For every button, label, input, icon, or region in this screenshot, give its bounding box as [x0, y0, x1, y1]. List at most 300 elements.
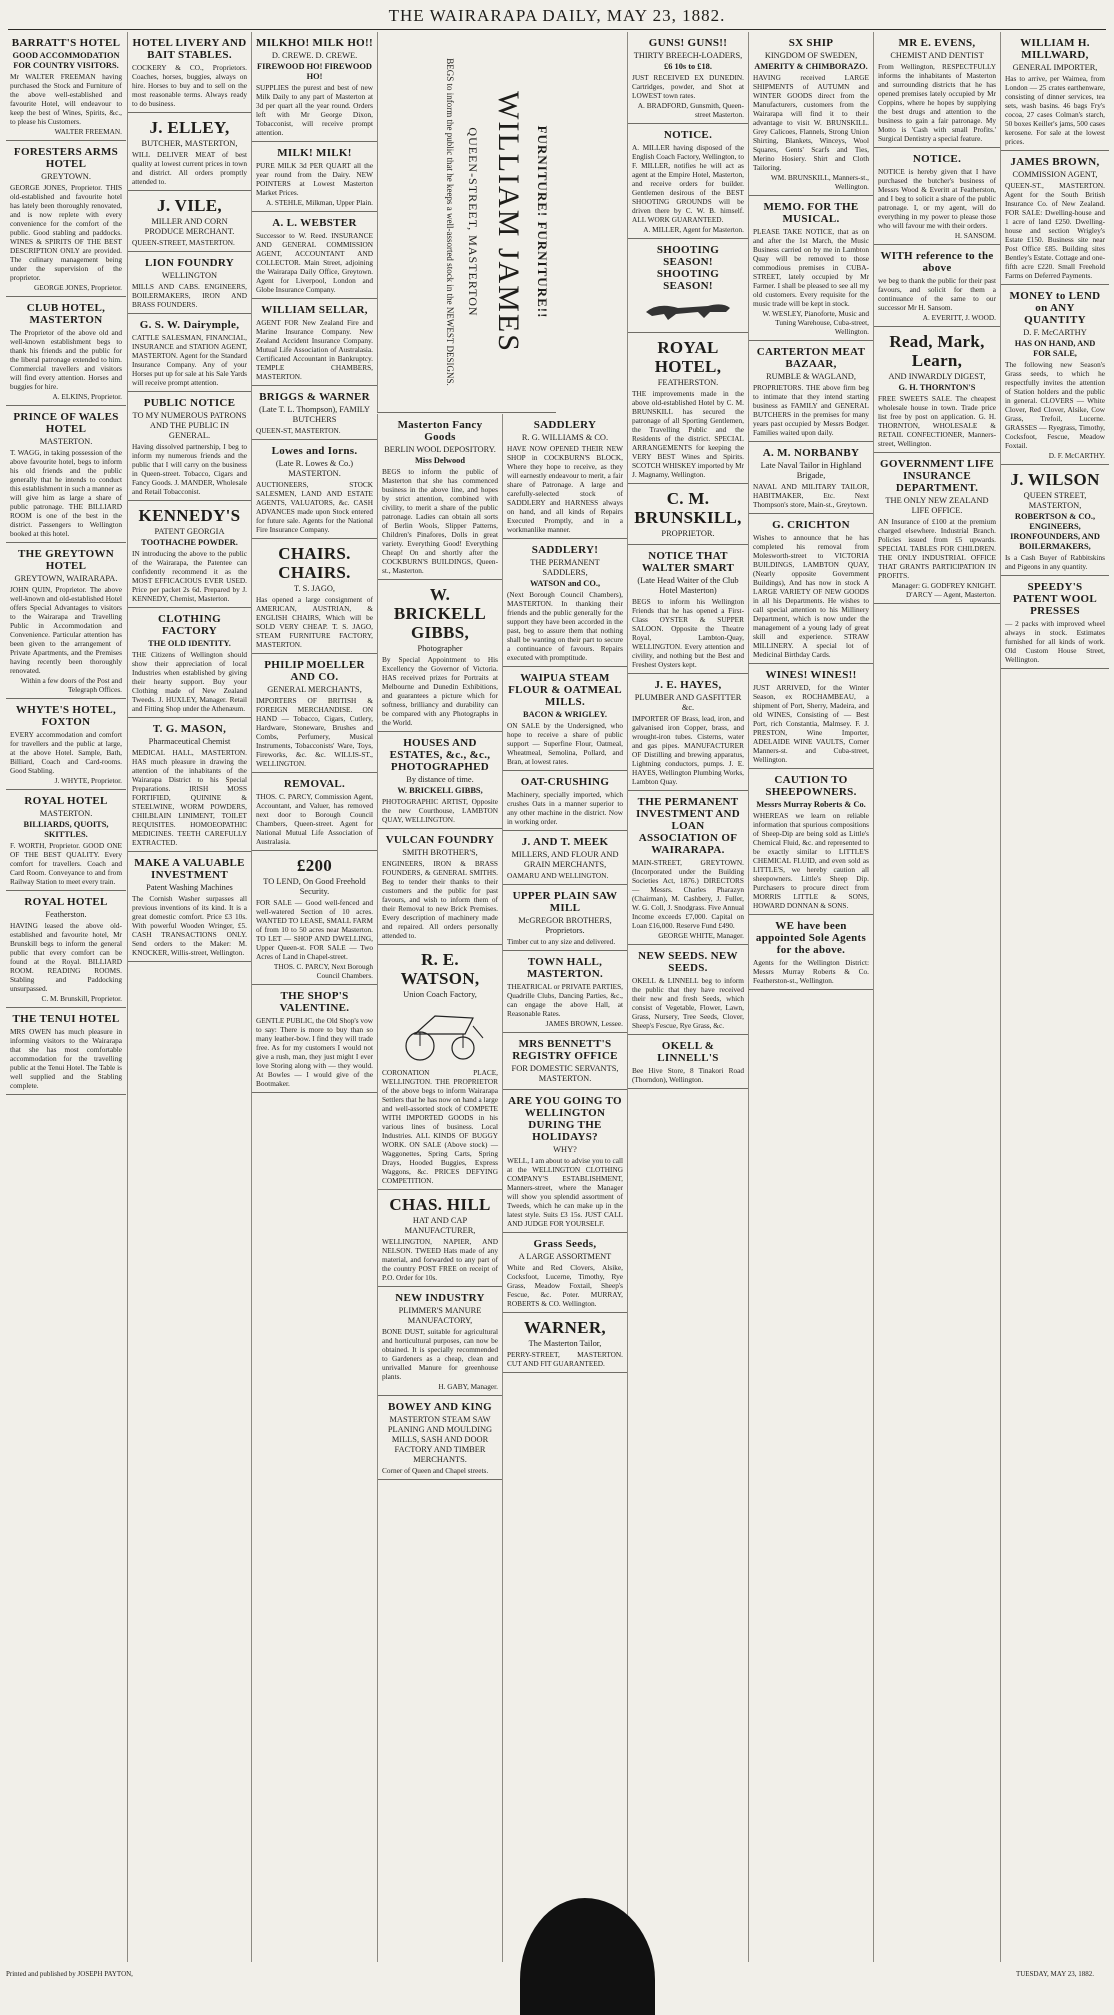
advert-col1-7 [6, 891, 126, 1008]
column-7 [748, 32, 873, 1962]
advert-subheading: (Late T. L. Thompson), FAMILY BUTCHERS [259, 405, 370, 424]
advert-col5-5 [503, 885, 627, 951]
column-8 [873, 32, 1000, 1962]
advert-heading: PRINCE OF WALES HOTEL [13, 411, 119, 435]
advert-col8-9 [1001, 576, 1109, 669]
advert-col3-8 [252, 773, 377, 851]
advert-body: Wishes to announce that he has completed his removal from Molesworth-street to VICTORIA BUILDINGS, LAMBTON QUAY, (Nearly opposite Government Buildings), And has now in stock A LARGE VARIETY OF NEW GOODS in all his Departments. He wishes to call special attention to his Millinery Department, which is now under the management of a young lady of great skill and experience. STRAW MILLINERY. A special lot of Medicinal Birthday Cards. [753, 533, 869, 659]
footer-left: Printed and published by JOSEPH PAYTON, [6, 1970, 133, 1978]
advert-heading: W. BRICKELL GIBBS, [393, 585, 487, 642]
advert-col4-7 [378, 1396, 502, 1480]
rotated-line-2: WILLIAM JAMES [492, 91, 525, 353]
advert-body: QUEEN-ST., MASTERTON. Agent for the South British Insurance Co. of New Zealand. FOR SALE: Dwelling-house and 1 acre of land £250. Dwelling-house and section Wrigley's Estate £150. Business site near Post Office £85. Building sites Bentley's Estate. Cottage and one-fifth acre £220. Small Freehold Farms on Deferred Payments. [1005, 181, 1105, 280]
advert-subheading: QUEEN STREET, MASTERTON, [1023, 491, 1087, 510]
advert-body: The Proprietor of the above old and well-known establishment begs to thank his friends and the public for the liberal patronage extended to him. Commercial travellers and visitors will find every attention. Horses and buggies for hire. [10, 328, 122, 391]
advert-col1-8 [6, 1008, 126, 1095]
advert-col5-2 [503, 667, 627, 771]
advert-subheading: D. CREWE. D. CREWE. [271, 51, 358, 60]
advert-col4-4 [378, 945, 502, 1190]
advert-subheading: The Masterton Tailor, [528, 1339, 602, 1348]
advert-subheading: CHEMIST AND DENTIST [890, 51, 984, 60]
advert-body: HAVING received LARGE SHIPMENTS of AUTUMN and WINTER GOODS direct from the Manufacturers, customers from the Wairarapa will find it to their advantage to visit W. BRUNSKILL. Grey Calicoes, Flannels, Strong Union Shirting, Blankets, Winceys, Wool Squares, Gents' Scarfs and Ties, Merino Hosiery. Shirt and Cloth Tailoring. [753, 73, 869, 172]
rotated-line-3: QUEEN-STREET, MASTERTON [466, 127, 480, 317]
advert-subheading: PATENT GEORGIA [154, 527, 225, 536]
advert-subheading: MASTERTON. [39, 809, 93, 818]
advert-heading: A. M. NORBANBY [762, 447, 860, 459]
advert-col3-9 [252, 851, 377, 985]
advert-subheading: PROPRIETOR. [661, 529, 715, 538]
advert-col4-1 [378, 580, 502, 732]
advert-body: Is a Cash Buyer of Rabbitskins and Pigeons in any quantity. [1005, 553, 1105, 571]
advert-col3-1 [252, 142, 377, 212]
advert-col5-3 [503, 771, 627, 831]
advert-body: EVERY accommodation and comfort for travellers and the public at large, at the above Hotel. Sample, Bath, Billiard, Coach and Card-rooms. Good Stabling. [10, 730, 122, 775]
advert-body: OAMARU AND WELLINGTON. [507, 871, 609, 880]
advert-subheading: GENERAL MERCHANTS, [267, 685, 362, 694]
advert-col1-6 [6, 790, 126, 891]
advert-body: WELL, I am about to advise you to call at the WELLINGTON CLOTHING COMPANY'S ESTABLISHMENT, Manners-street, where the Manager will show you splendid assortment of Tweeds, which he can make up in the latest style. Suits £3 15s. JUST CALL AND JUDGE FOR YOURSELF. [507, 1156, 623, 1228]
advert-body: MEDICAL HALL, MASTERTON. HAS much pleasure in drawing the attention of the inhabitants of the Wairarapa District to his Special Preparations. IRISH MOSS FORTIFIED, QUININE & STEELWINE, WORM POWDERS, CHILBLAIN LINIMENT, TOILET REQUISITES. HOMOEOPATHIC MEDICINES. TEETH CAREFULLY EXTRACTED. [132, 748, 247, 847]
advert-body: Having dissolved partnership, I beg to inform my numerous friends and the public that I will carry on the business in Queen-street. Tobacco, Cigars and Fancy Goods. J. MANDER, Wholesale and Retail Tobacconist. [132, 442, 247, 496]
advert-signature: GEORGE JONES, Proprietor. [34, 283, 122, 292]
advert-signature: THOS. C. PARCY, Next Borough Council Chambers. [273, 962, 373, 980]
advert-col5-0 [503, 414, 627, 539]
advert-heading: VULCAN FOUNDRY [385, 834, 495, 846]
column-1 [6, 32, 126, 1962]
advert-body: OKELL & LINNELL beg to inform the public that they have received their new and fresh Seeds, which consist of Vegetable, Flower, Lawn, Grass, Nursery, Tree Seeds, Clover, Sheep's Fescue, Rye Grass, &c. [632, 976, 744, 1030]
advert-heading: WINES! WINES!! [765, 669, 857, 681]
advert-body: WELLINGTON, NAPIER, AND NELSON. TWEED Hats made of any material, and forwarded to any part of the country POST FREE on receipt of P.O. Order for 10s. [382, 1237, 498, 1282]
rotated-line-4: BEGS to inform the public that he keeps a well-assorted stock in the NEWEST DESIGNS. [445, 58, 455, 386]
advert-heading: THE SHOP'S VALENTINE. [279, 990, 350, 1014]
column-2 [127, 32, 251, 1962]
advert-heading: CLUB HOTEL, MASTERTON [26, 302, 106, 326]
advert-heading: LION FOUNDRY [144, 257, 235, 269]
advert-subheading: THIRTY BREECH-LOADERS, [633, 51, 743, 60]
advert-signature: H. SANSOM. [954, 231, 996, 240]
advert-col8-0 [874, 32, 1000, 148]
advert-heading: SADDLERY [533, 419, 597, 431]
advert-body: AGENT FOR New Zealand Fire and Marine Insurance Company. New Zealand Accident Insurance Company. Mutual Life Association of Australasia. Certificated Accountant in Bankruptcy. TEMPLE CHAMBERS, MASTERTON. [256, 318, 373, 381]
advert-body: THEATRICAL or PRIVATE PARTIES, Quadrille Clubs, Dancing Parties, &c., can engage the above Hall, at Reasonable Rates. [507, 982, 623, 1018]
advert-body: White and Red Clovers, Alsike, Cocksfoot, Lucerne, Timothy, Rye Grass, Meadow Foxtail, Sheep's Fescue, &c. Poter. MURRAY, ROBERTS & CO. Wellington. [507, 1263, 623, 1308]
advert-subheading: TO LEND, On Good Freehold Security. [263, 877, 366, 896]
advert-subheading: T. S. JAGO, [293, 584, 336, 593]
advert-body: PLEASE TAKE NOTICE, that as on and after the 1st March, the Music Business carried on by me in Lambton Quay will be removed to those commodious premises in CUBA-STREET, lately occupied by Mr Farmer. I shall be pleased to see all my old customers. Every requisite for the music trade will be kept in stock. [753, 227, 869, 308]
advert-heading: CAUTION TO SHEEPOWNERS. [765, 774, 857, 798]
advert-col3-10 [252, 985, 377, 1093]
advert-emphasis: Miss Delwood [414, 456, 466, 465]
advert-body: BEGS to inform his Wellington Friends that he has opened a First-Class OYSTER & SUPPER SALOON. Opposite the Theatre Royal, Lambton-Quay, WELLINGTON. Every attention and civility, and nothing but the Best and Freshest Oysters kept. [632, 597, 744, 669]
advert-col8-8 [1001, 465, 1109, 576]
advert-body: Mr WALTER FREEMAN having purchased the Stock and Furniture of the above well-established and favourite Hotel, will endeavour to keep the best of Wines, Spirits, &c., to please his Customers. [10, 72, 122, 126]
advert-col4-6 [378, 1287, 502, 1396]
advert-body: The Cornish Washer surpasses all previous inventions of its kind. It is a great domestic comfort. Price £3 10s. With powerful Wooden Wringer, £5. CASH TRANSACTIONS ONLY. Send orders to the Maker: M. KNOCKER, Willis-street, Wellington. [132, 894, 247, 957]
advert-heading: GUNS! GUNS!! [648, 37, 728, 49]
advert-subheading: By distance of time. [406, 775, 474, 784]
advert-col5-6 [503, 951, 627, 1033]
advert-col7-0 [749, 32, 873, 196]
advert-subheading: PLIMMER'S MANURE MANUFACTORY, [398, 1306, 482, 1325]
advert-body: SUPPLIES the purest and best of new Milk Daily to any part of Masterton at 3d per quart all the year round. Orders left with Mr George Dixon, Tobacconist, will receive prompt attention. [256, 83, 373, 137]
advert-heading: CHAS. HILL [389, 1195, 491, 1214]
advert-heading: ROYAL HOTEL [24, 896, 108, 908]
advert-signature: D. F. McCARTHY. [1048, 451, 1105, 460]
advert-signature: GEORGE WHITE, Manager. [658, 931, 744, 940]
advert-col2-0 [128, 32, 251, 113]
advert-heading: CARTERTON MEAT BAZAAR, [756, 346, 866, 370]
masthead [0, 4, 1114, 30]
advert-heading: WILLIAM SELLAR, [261, 304, 368, 316]
advert-subheading: Late Naval Tailor in Highland Brigade, [760, 461, 862, 480]
advert-signature: A. STEHLE, Milkman, Upper Plain. [265, 198, 373, 207]
advert-body: NOTICE is hereby given that I have purchased the butcher's business of Messrs Wood & Everitt at Featherston, and I beg to solicit a share of the public patronage. I, or my agent, will do everything in my power to please those who will favour me with their orders. [878, 167, 996, 230]
column-9 [1000, 32, 1109, 1962]
advert-col7-1 [749, 196, 873, 341]
advert-body: AUCTIONEERS, STOCK SALESMEN, LAND AND ESTATE AGENTS, VALUATORS, &c. CASH ADVANCES made upon Stock entered for future sale. Agents for the National Fire Insurance Company. [256, 480, 373, 534]
advert-body: FOR SALE — Good well-fenced and well-watered Section of 10 acres. WANTED TO LEASE, SMALL FARM of from 10 to 50 acres near Masterton. TO LET — SHOP AND DWELLING, Upper Queen-st. FOR SALE — Two Acres of Land in Chapel-street. [256, 898, 373, 961]
advert-heading: WILLIAM H. MILLWARD, [1020, 37, 1090, 61]
advert-signature: W. WESLEY, Pianoforte, Music and Tuning Warehouse, Cuba-street, Wellington. [762, 309, 869, 336]
advert-emphasis: TOOTHACHE POWDER. [141, 538, 238, 547]
advert-signature: WALTER FREEMAN. [54, 127, 122, 136]
advert-subheading: MASTERTON. [39, 437, 93, 446]
advert-heading: Lowes and Iorns. [271, 445, 358, 457]
advert-subheading: THE ONLY NEW ZEALAND LIFE OFFICE. [885, 496, 989, 515]
advert-col8-6 [1001, 151, 1109, 285]
advert-emphasis: HAS ON HAND, AND FOR SALE, [1014, 339, 1096, 358]
advert-body: ENGINEERS, IRON & BRASS FOUNDERS, & GENERAL SMITHS. Beg to tender their thanks to their customers and the public for past favours, and wish to inform them of their Removal to new Brick Premises. Every description of machinery made and repaired. All orders personally attended to. [382, 859, 498, 940]
advert-subheading: Patent Washing Machines [146, 883, 233, 892]
advert-subheading: THE PERMANENT SADDLERS, [530, 558, 600, 577]
advert-subheading: GENERAL IMPORTER, [1012, 63, 1098, 72]
advert-heading: SX SHIP [788, 37, 834, 49]
advert-emphasis: W. BRICKELL GIBBS, [397, 786, 483, 795]
advert-col6-6 [628, 674, 748, 791]
advert-col7-2 [749, 341, 873, 442]
advert-col6-3 [628, 333, 748, 484]
column-6 [627, 32, 748, 1962]
advert-heading: OAT-CRUSHING [520, 776, 610, 788]
advert-heading: J. WILSON [1010, 470, 1100, 489]
advert-body: IN introducing the above to the public of the Wairarapa, the Patentee can confidently recommend it as the MOST EFFICACIOUS EVER USED. Price per packet 2s 6d. Prepared by J. KENNEDY, Chemist, Masterton. [132, 549, 247, 603]
advert-body: BONE DUST, suitable for agricultural and horticultural purposes, can now be obtained. It is specially recommended to Gardeners as a cheap, clean and unrivalled Manure for greenhouse plants. [382, 1327, 498, 1381]
advert-col2-4 [128, 314, 251, 392]
advert-body: Agents for the Wellington District: Messrs Murray Roberts & Co. Featherston-st., Wellington. [753, 958, 869, 985]
advert-col5-4 [503, 831, 627, 885]
advert-col2-2 [128, 191, 251, 252]
advert-subheading: D. F. McCARTHY [1023, 328, 1087, 337]
advert-col5-9 [503, 1233, 627, 1313]
advert-body: Corner of Queen and Chapel streets. [382, 1466, 489, 1475]
advert-subheading: KINGDOM OF SWEDEN, [764, 51, 858, 60]
advert-heading: NOTICE. [912, 153, 962, 165]
advert-col6-5 [628, 545, 748, 674]
advert-col1-1 [6, 141, 126, 297]
advert-body: WHEREAS we learn on reliable information that spurious compositions of Sheep-Dip are being sold as Little's Chemical Fluid, &c. and represented to be exactly similar to LITTLE'S CHEMICAL FLUID, and even sold as LITTLE'S, we hereby caution all sheepowners. Little's Sheep Dip. Purchasers to procure direct from MORRIS LITTLE & SONS, HOWARD DONNAN & SONS. [753, 811, 869, 910]
advert-subheading: (Late Head Waiter of the Club Hotel Masterton) [637, 576, 739, 595]
column-5 [502, 414, 627, 1962]
advert-emphasis: BILLIARDS, QUOITS, SKITTLES. [23, 820, 109, 839]
advert-col5-1 [503, 539, 627, 667]
advert-heading: J. VILE, [157, 196, 222, 215]
advert-col3-7 [252, 654, 377, 773]
advert-col1-0 [6, 32, 126, 141]
advert-subheading: FOR DOMESTIC SERVANTS, MASTERTON. [511, 1064, 619, 1083]
advert-body: IMPORTER OF Brass, lead, iron, and galvanised iron Copper, brass, and wrought-iron tubes. Cisterns, water and gas pipes. MANUFACTURER OF Distilling and brewing apparatus, Lightning conductors, pumps. J. E. HAYES, Wellington Plumbing Works, Lambton Quay. [632, 714, 745, 786]
advert-heading: THE GREYTOWN HOTEL [18, 548, 114, 572]
advert-body: MAIN-STREET, GREYTOWN. (Incorporated under the Building Societies Act, 1876.) DIRECTORS — Messrs. Charles Pharazyn (Chairman), M. Cashbery, J. Fuller, W. G. Coll, J. Snodgrass. Five Annual Income exceeds £7,000. Capital on Loan £16,000. Reserve Fund £490. [632, 858, 744, 930]
advert-heading: TOWN HALL, MASTERTON. [526, 956, 604, 980]
advert-col5-10 [503, 1313, 627, 1373]
advert-col2-5 [128, 392, 251, 501]
advert-body: PHOTOGRAPHIC ARTIST, Opposite the new Courthouse, LAMBTON QUAY, WELLINGTON. [382, 797, 498, 824]
advert-heading: BOWEY AND KING [387, 1401, 493, 1413]
advert-subheading: BUTCHER, MASTERTON, [141, 139, 238, 148]
advert-subheading: FEATHERSTON. [657, 378, 719, 387]
advert-col8-4 [874, 453, 1000, 604]
advert-body: we beg to thank the public for their past favours, and solicit for them a continuance of the same to our successor Mr H. Sansom. [878, 276, 996, 312]
advert-emphasis: BACON & WRIGLEY. [523, 710, 607, 719]
advert-body: T. WAGG, in taking possession of the above favourite hotel, begs to inform his old friends and the public generally that he intends to conduct this establishment in such a manner as will give him as large a share of public patronage. THE BILLIARD ROOM is one of the best in the district. Passengers to Wellington booked at this hotel. [10, 448, 122, 538]
advert-heading: HOTEL LIVERY AND BAIT STABLES. [132, 37, 247, 61]
advert-body: CORONATION PLACE, WELLINGTON. THE PROPRIETOR of the above begs to inform Wairarapa Settlers that he has now on hand a large and well-assorted stock of COMPETE WITH IMPORTED GOODS in his various lines of business. Local Industries. ALL KINDS OF BUGGY WORK. ON SALE (Above stock) — Waggonettes, Spring Carts, Spring Drays, Hooded Buggies, Express Waggons, &c. PRICES DEFYING COMPETITION. [382, 1068, 498, 1185]
advert-signature: WM. BRUNSKILL, Manners-st., Wellington. [770, 173, 869, 191]
advert-heading: REMOVAL. [283, 778, 346, 790]
advert-emphasis: AMERITY & CHIMBORAZO. [754, 62, 868, 71]
advert-subheading: Photographer [417, 644, 463, 653]
hound-engraving [638, 296, 738, 324]
advert-subheading: GREYTOWN. [41, 172, 91, 181]
advert-col5-8 [503, 1090, 627, 1233]
advert-subheading: GREYTOWN, WAIRARAPA. [14, 574, 118, 583]
advert-heading: THE PERMANENT INVESTMENT AND LOAN ASSOCIATION OF WAIRARAPA. [636, 796, 740, 856]
advert-signature: A. BRADFORD, Gunsmith, Queen-street Masterton. [637, 101, 744, 119]
advert-col6-8 [628, 945, 748, 1035]
advert-col7-3 [749, 442, 873, 514]
advert-heading: KENNEDY'S [138, 506, 241, 525]
advert-subheading: MILLERS, AND FLOUR AND GRAIN MERCHANTS, [511, 850, 619, 869]
advert-heading: J. ELLEY, [149, 118, 230, 137]
advert-heading: BARRATT'S HOTEL [11, 37, 121, 49]
rotated-furniture-advert [377, 32, 556, 413]
advert-col5-7 [503, 1033, 627, 1090]
advert-col3-0 [252, 32, 377, 142]
advert-heading: R. E. WATSON, [400, 950, 480, 988]
rotated-line-1: FURNITURE! FURNITURE!! [535, 125, 550, 319]
advert-body: HAVE NOW OPENED THEIR NEW SHOP in COCKBURN'S BLOCK, Where they hope to receive, as they will earnestly endeavour to merit, a fair share of Patronage. A large and carefully-selected stock of SADDLERY and HARNESS always on hand, and all kinds of Repairs Executed Promptly, and in a workmanlike manner. [507, 444, 623, 534]
advert-body: — 2 packs with improved wheel always in stock. Estimates furnished for all kinds of work. Old Custom House Street, Wellington. [1005, 619, 1105, 664]
advert-heading: BRIGGS & WARNER [259, 391, 370, 403]
advert-heading: MR E. EVENS, [898, 37, 976, 49]
advert-heading: WITH reference to the above [880, 250, 994, 274]
advert-emphasis: FIREWOOD HO! FIREWOOD HO! [257, 62, 372, 81]
advert-subheading: TO MY NUMEROUS PATRONS AND THE PUBLIC IN GENERAL. [132, 411, 247, 440]
advert-body: QUEEN-ST, MASTERTON. [256, 426, 341, 435]
advert-heading: NOTICE. [663, 129, 713, 141]
advert-emphasis: G. H. THORNTON'S [898, 383, 976, 392]
advert-col3-2 [252, 212, 377, 299]
advert-col8-2 [874, 245, 1000, 327]
advert-col4-3 [378, 829, 502, 945]
advert-heading: PUBLIC NOTICE [143, 397, 236, 409]
advert-body: GEORGE JONES, Proprietor. THIS old-established and favourite hotel has lately been thoroughly renovated, and is now replete with every convenience for the comfort of the public. Good stabling and paddocks. WINES & SPIRITS OF THE BEST DESCRIPTION ONLY are provided. The culinary management being under the supervision of the proprietor. [10, 183, 122, 282]
advert-body: From Wellington, RESPECTFULLY informs the inhabitants of Masterton and surrounding districts that he has opened premises lately occupied by Mr Coppins, where he hopes by supplying the best drugs and attention to the business to gain a fair patronage. My Motto is 'Cash with small Profits.' Surgical Dentistry a special feature. [878, 62, 996, 143]
advert-emphasis: WATSON and CO., [529, 579, 601, 588]
advert-subheading: Pharmaceutical Chemist [148, 737, 231, 746]
advert-body: GENTLE PUBLIC, the Old Shop's vow to say: There is more to buy than so many leather-bow. I find they will trade free. As for my customers I would not give a rush, man, they just might I ever love Storing along with — they would. At Bowles — I would give of the Bootmaker. [256, 1016, 373, 1088]
advert-col1-3 [6, 406, 126, 543]
advert-col2-3 [128, 252, 251, 314]
advert-body: The following new Season's Grass seeds, to which he respectfully invites the attention of Station holders and the public in general. CLOVERS — White Clover, Red Clover, Alsike, Cow Grass, Trefoil, Lucerne. GRASSES — Ryegrass, Timothy, Cocksfoot, Fescue, Meadow Foxtail. [1005, 360, 1105, 450]
advert-col3-6 [252, 539, 377, 654]
advert-heading: J. E. HAYES, [654, 679, 722, 691]
advert-heading: WARNER, [524, 1318, 606, 1337]
advert-subheading: MASTERTON STEAM SAW PLANING AND MOULDING MILLS, SASH AND DOOR FACTORY AND TIMBER MERCHANTS. [387, 1415, 493, 1464]
advert-subheading: McGREGOR BROTHERS, Proprietors. [518, 916, 612, 935]
advert-body: PURE MILK 3d PER QUART all the year round from the Dairy. NEW POINTERS at Lowest Masterton Market Prices. [256, 161, 373, 197]
advert-heading: SPEEDY'S PATENT WOOL PRESSES [1012, 581, 1098, 617]
advert-body: QUEEN-STREET, MASTERTON. [132, 238, 235, 247]
advert-emphasis: THE OLD IDENTITY. [148, 639, 231, 648]
advert-body: AN Insurance of £100 at the premium charged elsewhere. Industrial Branch. Policies issued from £5 upwards. SPECIAL TABLES FOR CHILDREN. THE ONLY INDUSTRIAL OFFICE THAT GRANTS PARTICIPATION IN PROFITS. [878, 517, 996, 580]
coach-engraving [395, 1004, 485, 1064]
advert-col2-9 [128, 852, 251, 962]
advert-signature: J. WHYTE, Proprietor. [54, 776, 122, 785]
advert-heading: JAMES BROWN, [1010, 156, 1100, 168]
advert-col6-9 [628, 1035, 748, 1089]
advert-heading: MAKE A VALUABLE INVESTMENT [134, 857, 245, 881]
advert-col2-7 [128, 608, 251, 718]
advert-heading: NEW SEEDS. NEW SEEDS. [638, 950, 738, 974]
advert-signature: JAMES BROWN, Lessee. [545, 1019, 623, 1028]
advert-heading: ARE YOU GOING TO WELLINGTON DURING THE HOLIDAYS? [508, 1095, 622, 1143]
advert-signature: A. EVERITT, J. WOOD. [922, 313, 996, 322]
advert-body: Timber cut to any size and delivered. [507, 937, 616, 946]
advert-body: By Special Appointment to His Excellency the Governor of Victoria. HAS received prizes for Portraits at Melbourne and Dunedin Exhibitions, and guarantees a picture which for softness, brilliancy and durability can be compared with any Photographs in the World. [382, 655, 498, 727]
advert-heading: MEMO. FOR THE MUSICAL. [763, 201, 859, 225]
advert-col8-3 [874, 327, 1000, 453]
advert-body: WILL DELIVER MEAT of best quality at lowest current prices in town and district. All orders promptly attended to. [132, 150, 247, 186]
advert-body: Has opened a large consignment of AMERICAN, AUSTRIAN, & ENGLISH CHAIRS, Which will be SOLD VERY CHEAP. T. S. JAGO, STEAM FURNITURE FACTORY, MASTERTON. [256, 595, 373, 649]
advert-body: MRS OWEN has much pleasure in informing visitors to the Wairarapa that she has most comfortable accommodation for the travelling public at the Tenui Hotel. The Table is well supplied and the Stabling complete. [10, 1027, 122, 1090]
advert-body: JUST RECEIVED EX DUNEDIN. Cartridges, powder, and Shot at LOWEST town rates. [632, 73, 744, 100]
footer-right: TUESDAY, MAY 23, 1882. [1015, 1970, 1094, 1978]
advert-heading: MILKHO! MILK HO!! [256, 37, 373, 49]
advert-col8-5 [1001, 32, 1109, 151]
advert-body: (Next Borough Council Chambers), MASTERTON. In thanking their friends and the public generally for the support they have been accorded in the past, beg to assure them that nothing shall be wanting on their part to secure a continuance of favours. Repairs executed with promptitude. [507, 590, 623, 662]
advert-emphasis: Messrs Murray Roberts & Co. [756, 800, 866, 809]
advert-heading: PHILIP MOELLER AND CO. [264, 659, 365, 683]
advert-body: THOS. C. PARCY, Commission Agent, Accountant, and Valuer, has removed next door to Borough Council Chambers, Queen-street. Agent for National Mutual Life Association of Australasia. [256, 792, 373, 846]
advert-signature: C. M. Brunskill, Proprietor. [41, 994, 122, 1003]
advert-subheading: HAT AND CAP MANUFACTURER, [404, 1216, 476, 1235]
advert-emphasis: GOOD ACCOMMODATION FOR COUNTRY VISITORS. [12, 51, 120, 70]
advert-body: Bee Hive Store, 8 Tinakori Road (Thorndon), Wellington. [632, 1066, 744, 1084]
advert-col3-4 [252, 386, 377, 440]
advert-body: Machinery, specially imported, which crushes Oats in a manner superior to any other machine in the district. Now in working order. [507, 790, 623, 826]
advert-col6-1 [628, 124, 748, 239]
advert-heading: CLOTHING FACTORY [158, 613, 221, 637]
advert-subheading: WHY? [553, 1145, 577, 1154]
advert-col3-3 [252, 299, 377, 386]
advert-col7-7 [749, 915, 873, 990]
advert-body: ON SALE by the Undersigned, who hope to receive a share of public support — Superfine Flour, Oatmeal, Wheatmeal, Semolina, Pollard, and Bran, at lowest rates. [507, 721, 623, 766]
advert-subheading: MILLER AND CORN PRODUCE MERCHANT. [144, 217, 235, 236]
advert-heading: G. CRICHTON [772, 519, 850, 531]
advert-col7-4 [749, 514, 873, 664]
advert-col6-7 [628, 791, 748, 945]
advert-heading: MONEY to LEND on ANY QUANTITY [1009, 290, 1101, 326]
advert-heading: WHYTE'S HOTEL, FOXTON [15, 704, 117, 728]
advert-subheading: SMITH BROTHER'S, [402, 848, 478, 857]
masthead-rule [8, 29, 1106, 30]
advert-heading: HOUSES AND ESTATES, &c., &c., PHOTOGRAPHED [389, 737, 491, 773]
advert-body: JOHN QUIN, Proprietor. The above well-known and old-established Hotel offers Special Advantages to visitors to the Wairarapa and Travelling Public in Accommodation and Convenience. Particular attention has been given to the arrangement of Private Apartments, and the Premises having recently been thoroughly renovated. [10, 585, 122, 675]
advert-signature: Manager: G. GODFREY KNIGHT. D'ARCY — Agent, Masterton. [892, 581, 996, 599]
advert-col6-0 [628, 32, 748, 124]
advert-heading: ROYAL HOTEL [24, 795, 108, 807]
advert-heading: WAIPUA STEAM FLOUR & OATMEAL MILLS. [508, 672, 622, 708]
advert-col7-6 [749, 769, 873, 915]
advert-col2-6 [128, 501, 251, 608]
advert-body: FREE SWEETS SALE. The cheapest wholesale house in town. Trade price list free by post on application. G. H. THORNTON, WHOLESALE & RETAIL CONFECTIONER, Manners-street, Wellington. [878, 394, 996, 448]
advert-heading: SADDLERY! [531, 544, 599, 556]
advert-body: A. MILLER having disposed of the English Coach Factory, Wellington, to F. MILLER, notifies he will act as agent at the Empire Hotel, Masterton, and receive orders for builder. Gentlemen desirous of the BEST SHOOTING GROUNDS will be driven there by C. W. B. himself. ALL WORK GUARANTEED. [632, 143, 744, 224]
advert-col2-1 [128, 113, 251, 191]
advert-subheading: AND INWARDLY DIGEST, [888, 372, 986, 381]
advert-heading: OKELL & LINNELL'S [657, 1040, 719, 1064]
advert-body: CATTLE SALESMAN, FINANCIAL, INSURANCE and STATION AGENT, MASTERTON. Agent for the Standard Insurance Company. Any of your Horses put up for sale at his Sale Yards will receive prompt attention. [132, 333, 247, 387]
advert-emphasis: ROBERTSON & CO., ENGINEERS, IRONFOUNDERS, AND BOILERMAKERS, [1010, 512, 1100, 551]
advert-heading: CHAIRS. CHAIRS. [278, 544, 351, 582]
advert-heading: NOTICE THAT WALTER SMART [641, 550, 735, 574]
advert-col1-4 [6, 543, 126, 699]
advert-body: THE improvements made in the above old-established Hotel by C. M. BRUNSKILL has secured the patronage of all Sporting Gentlemen, the Travelling Public and the Residents of the district. SPECIAL ARRANGEMENTS for keeping the VERY BEST Wines and Spirits. SCOTCH WHISKEY imported by Mr J. Magnamy, Wellington. [632, 389, 744, 479]
advert-col2-8 [128, 718, 251, 852]
advert-col8-1 [874, 148, 1000, 245]
advert-body: BEGS to inform the public of Masterton that she has commenced business in the above line, and hopes by strict attention, combined with civility, to merit a share of the public patronage. Ladies can obtain all sorts of Berlin Wools, Slipper Patterns, Children's Pinafores, Dolls in great variety. Everything Good! Everything Cheap! On and shortly after the COCKBURN'S BUILDINGS, Queen-st., Masterton. [382, 467, 498, 575]
advert-emphasis: £6 10s to £18. [664, 62, 712, 71]
advert-heading: Read, Mark, Learn, [889, 332, 985, 370]
advert-body: COCKERY & CO., Proprietors. Coaches, horses, buggies, always on hire. Horses to buy and to sell on the most reasonable terms. Always ready to do business. [132, 63, 247, 108]
advert-body: HAVING leased the above old-established and favourite hotel, Mr Brunskill begs to inform the general public that every comfort can be found at the Royal. BILLIARD ROOM. READING ROOMS. Stabling and Paddocking unsurpassed. [10, 921, 122, 993]
advert-subheading: WELLINGTON [161, 271, 218, 280]
advert-col3-5 [252, 440, 377, 539]
advert-heading: £200 [296, 856, 333, 875]
newspaper-title: THE WAIRARAPA DAILY, MAY 23, 1882. [388, 6, 726, 25]
advert-col4-0 [378, 414, 502, 580]
advert-subheading: COMMISSION AGENT, [1012, 170, 1098, 179]
advert-heading: J. AND T. MEEK [521, 836, 609, 848]
advert-subheading: RUMBLE & WAGLAND, [766, 372, 856, 381]
advert-col1-5 [6, 699, 126, 790]
advert-heading: GOVERNMENT LIFE INSURANCE DEPARTMENT. [879, 458, 994, 494]
advert-subheading: PLUMBER AND GASFITTER &c. [634, 693, 742, 712]
column-3 [251, 32, 377, 1962]
advert-heading: FORESTERS ARMS HOTEL [13, 146, 119, 170]
advert-subheading: R. G. WILLIAMS & CO. [521, 433, 609, 442]
advert-col8-7 [1001, 285, 1109, 465]
advert-signature: A. MILLER, Agent for Masterton. [643, 225, 744, 234]
advert-body: PERRY-STREET, MASTERTON. CUT AND FIT GUARANTEED. [507, 1350, 623, 1368]
advert-subheading: Featherston. [45, 910, 87, 919]
advert-col4-5 [378, 1190, 502, 1287]
advert-subheading: A LARGE ASSORTMENT [518, 1252, 612, 1261]
advert-heading: WE have been appointed Sole Agents for the above. [755, 920, 867, 956]
advert-col1-2 [6, 297, 126, 406]
advert-heading: SHOOTING SEASON! SHOOTING SEASON! [656, 244, 720, 292]
